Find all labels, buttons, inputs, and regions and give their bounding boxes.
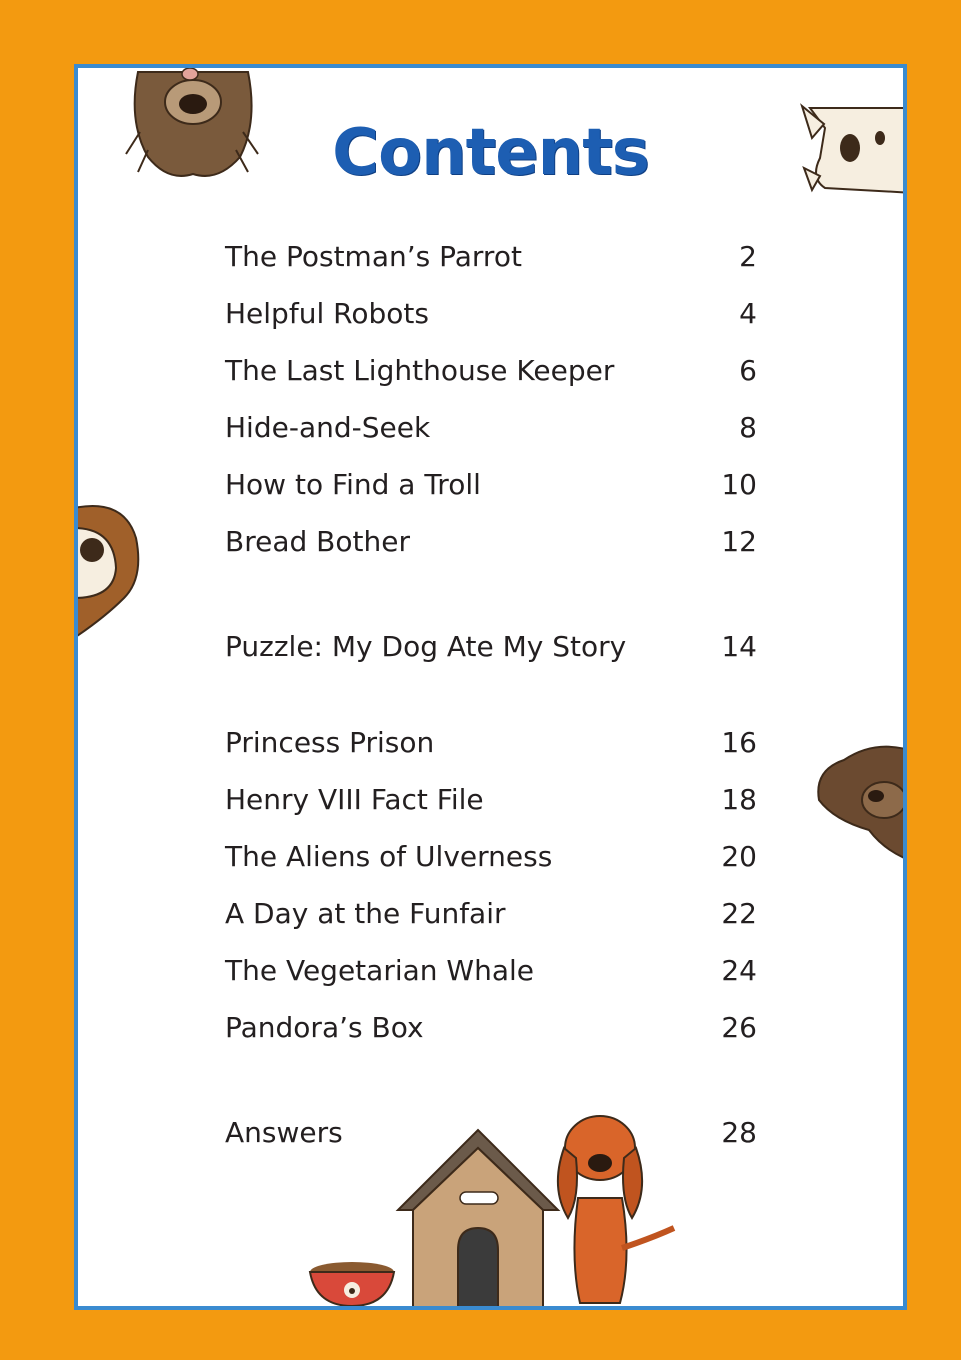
toc-entry [225,240,757,273]
toc-entry-page: 10 [721,468,757,501]
toc-entry-title: The Last Lighthouse Keeper [225,354,615,387]
toc-entry-page: 4 [739,297,757,330]
toc-entry-page: 22 [721,897,757,930]
toc-entry-page: 26 [721,1011,757,1044]
toc-entry-title: Pandora’s Box [225,1011,424,1044]
toc-entry-title: How to Find a Troll [225,468,481,501]
toc-entry-title: Henry VIII Fact File [225,783,484,816]
dog-bowl-icon [302,1258,402,1310]
toc-entry [225,411,757,444]
toc-entry-title: The Postman’s Parrot [225,240,522,273]
toc-entry [225,1011,757,1044]
toc-entry-page: 8 [739,411,757,444]
toc-entry-title: Helpful Robots [225,297,429,330]
toc-entry-page: 2 [739,240,757,273]
contents-page [74,64,907,1310]
toc-entry [225,525,757,558]
toc-entry-page: 12 [721,525,757,558]
toc-entry-title: Answers [225,1116,343,1149]
toc-entry-page: 6 [739,354,757,387]
toc-entry-title: Princess Prison [225,726,435,759]
toc-entry [225,468,757,501]
toc-entry-title: The Aliens of Ulverness [225,840,553,873]
toc-entry [225,783,757,816]
toc-entry-title: The Vegetarian Whale [225,954,535,987]
toc-entry-page: 28 [721,1116,757,1149]
toc-entry [225,840,757,873]
toc-entry [225,297,757,330]
toc-entry-title: Hide-and-Seek [225,411,431,444]
toc-entry-title: A Day at the Funfair [225,897,506,930]
page-title: Contents [332,116,649,190]
toc-entry-page: 20 [721,840,757,873]
toc-entry-page: 14 [721,630,757,663]
dog-right-icon [814,740,907,880]
dog-left-icon [74,498,144,648]
toc-entry [225,354,757,387]
toc-entry-page: 18 [721,783,757,816]
toc-entry [225,726,757,759]
toc-entry-page: 16 [721,726,757,759]
toc-entry [225,1116,757,1149]
toc-entry-title: Puzzle: My Dog Ate My Story [225,630,627,663]
toc-entry [225,897,757,930]
toc-entry [225,630,757,663]
toc-entry-title: Bread Bother [225,525,410,558]
toc-entry-page: 24 [721,954,757,987]
toc-entry [225,954,757,987]
